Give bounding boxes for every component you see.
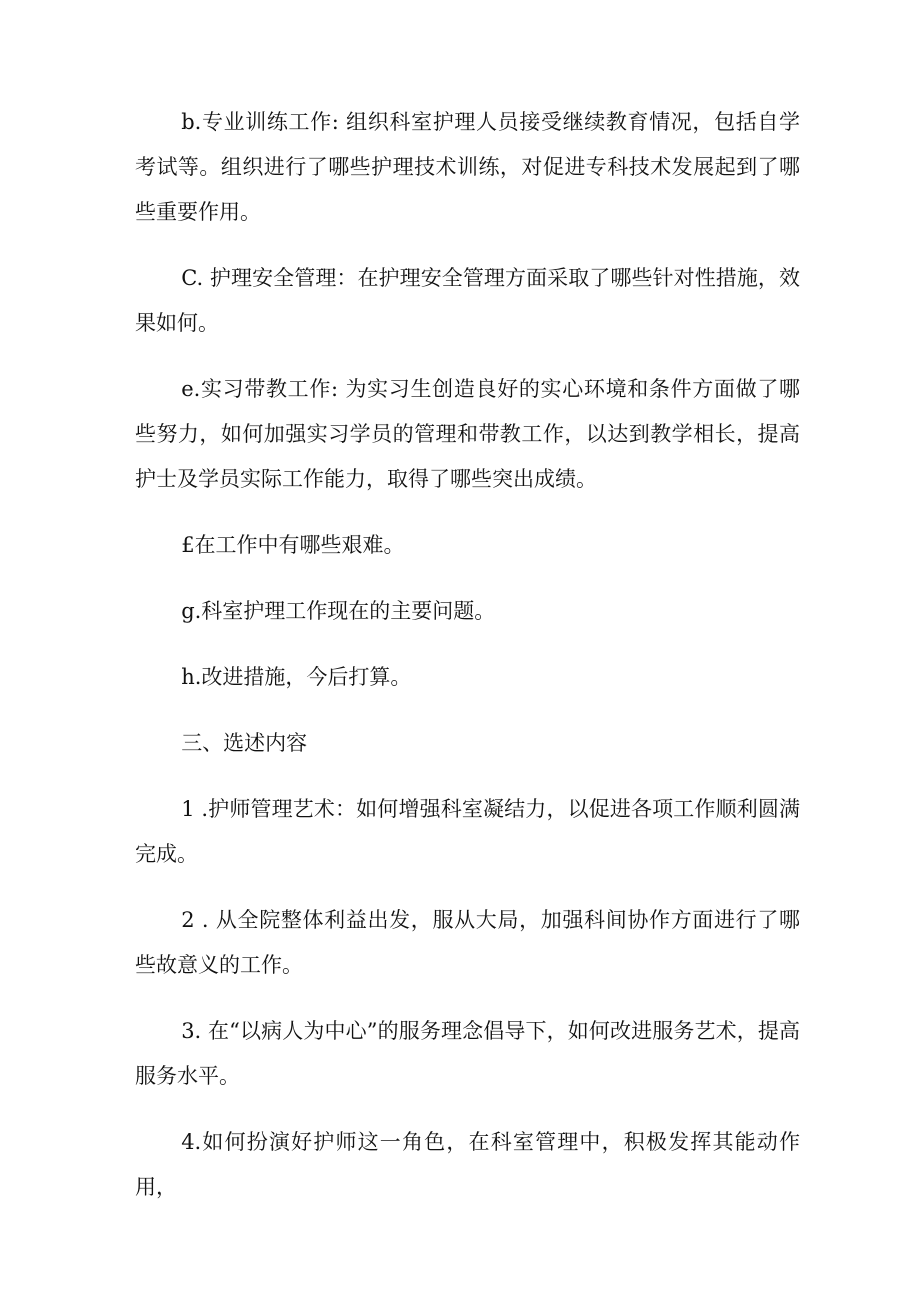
paragraph-internship-teaching: e.实习带教工作: 为实习生创造良好的实心环境和条件方面做了哪些努力，如何加强实习学员的管理和带教工作，以达到教学相长，提高护士及学员实际工作能力，取得了哪些突出成绩。 — [135, 377, 800, 491]
list-item-1: 1 .护师管理艺术：如何增强科室凝结力，以促进各项工作顺利圆满完成。 — [135, 797, 800, 866]
list-item-2: 2 . 从全院整体利益出发，服从大局，加强科间协作方面进行了哪些故意义的工作。 — [135, 908, 800, 977]
document-body — [135, 100, 800, 1210]
paragraph-difficulties: £在工作中有哪些艰难。 — [181, 533, 405, 557]
list-item-4: 4.如何扮演好护师这一角色，在科室管理中，积极发挥其能动作用， — [135, 1130, 800, 1199]
paragraph-improvement-plans: h.改进措施，今后打算。 — [181, 665, 412, 689]
paragraph-nursing-safety: C. 护理安全管理：在护理安全管理方面采取了哪些针对性措施，效果如何。 — [135, 266, 800, 335]
list-item-3: 3. 在“以病人为中心”的服务理念倡导下，如何改进服务艺术，提高服务水平。 — [135, 1019, 800, 1088]
section-heading-optional-content: 三、选述内容 — [181, 731, 308, 755]
paragraph-professional-training: b.专业训练工作: 组织科室护理人员接受继续教育情况，包括自学考试等。组织进行了哪些护理技术训练，对促进专科技术发展起到了哪些重要作用。 — [135, 110, 800, 224]
paragraph-main-problems: g.科室护理工作现在的主要问题。 — [181, 599, 496, 623]
